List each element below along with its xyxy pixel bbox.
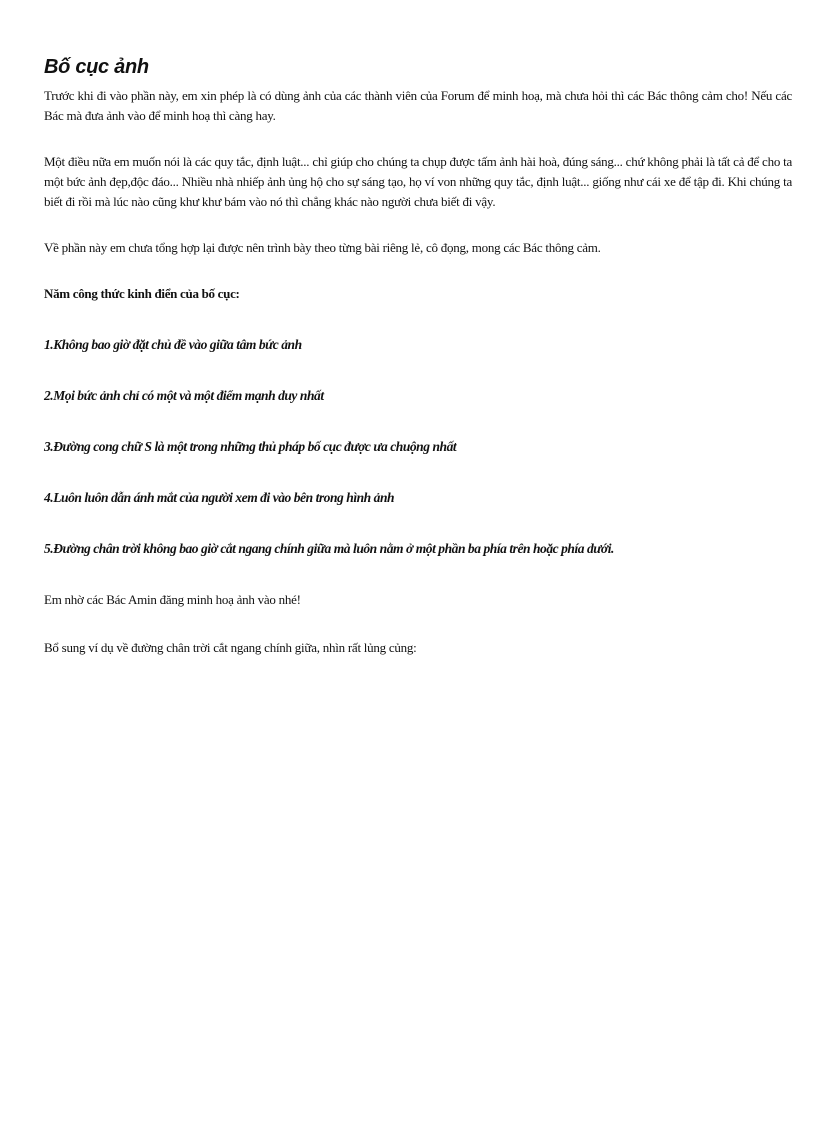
rule-item: 5.Đường chân trời không bao giờ cắt ngang chính giữa mà luôn nằm ở một phần ba phía trên hoặc phía dưới. [44, 541, 614, 556]
rule-item: 2.Mọi bức ảnh chỉ có một và một điểm mạnh duy nhất [44, 388, 324, 403]
document-title: Bố cục ảnh [44, 56, 149, 78]
closing-paragraph: Bổ sung ví dụ về đường chân trời cắt ngang chính giữa, nhìn rất lủng củng: [44, 640, 417, 655]
intro-paragraph: Trước khi đi vào phần này, em xin phép là có dùng ảnh của các thành viên của Forum để minh hoạ, mà chưa hỏi thì các Bác thông cảm cho! Nếu các Bác mà đưa ảnh vào để minh hoạ thì càng hay. [44, 88, 792, 123]
rule-item: 3.Đường cong chữ S là một trong những thủ pháp bố cục được ưa chuộng nhất [44, 439, 457, 454]
intro-paragraph: Về phần này em chưa tổng hợp lại được nên trình bày theo từng bài riêng lẻ, cô đọng, mong các Bác thông cảm. [44, 240, 601, 255]
closing-paragraph: Em nhờ các Bác Amin đăng minh hoạ ảnh vào nhé! [44, 592, 301, 607]
rules-heading: Năm công thức kinh điển của bố cục: [44, 286, 240, 301]
rule-item: 1.Không bao giờ đặt chủ đề vào giữa tâm bức ảnh [44, 337, 302, 352]
rule-item: 4.Luôn luôn dẫn ánh mắt của người xem đi vào bên trong hình ảnh [44, 490, 395, 505]
document-page [44, 54, 792, 686]
intro-paragraph: Một điều nữa em muốn nói là các quy tắc, định luật... chỉ giúp cho chúng ta chụp được tấm ảnh hài hoà, đúng sáng... chứ không phải là tất cả để cho ta một bức ảnh đẹp,độc đáo... Nhiều nhà nhiếp ảnh ủng hộ cho sự sáng tạo, họ ví von những quy tắc, định luật... giống như cái xe để tập đi. Khi chúng ta biết đi rồi mà lúc nào cũng khư khư bám vào nó thì chẳng khác nào người chưa biết đi vậy. [44, 154, 792, 209]
